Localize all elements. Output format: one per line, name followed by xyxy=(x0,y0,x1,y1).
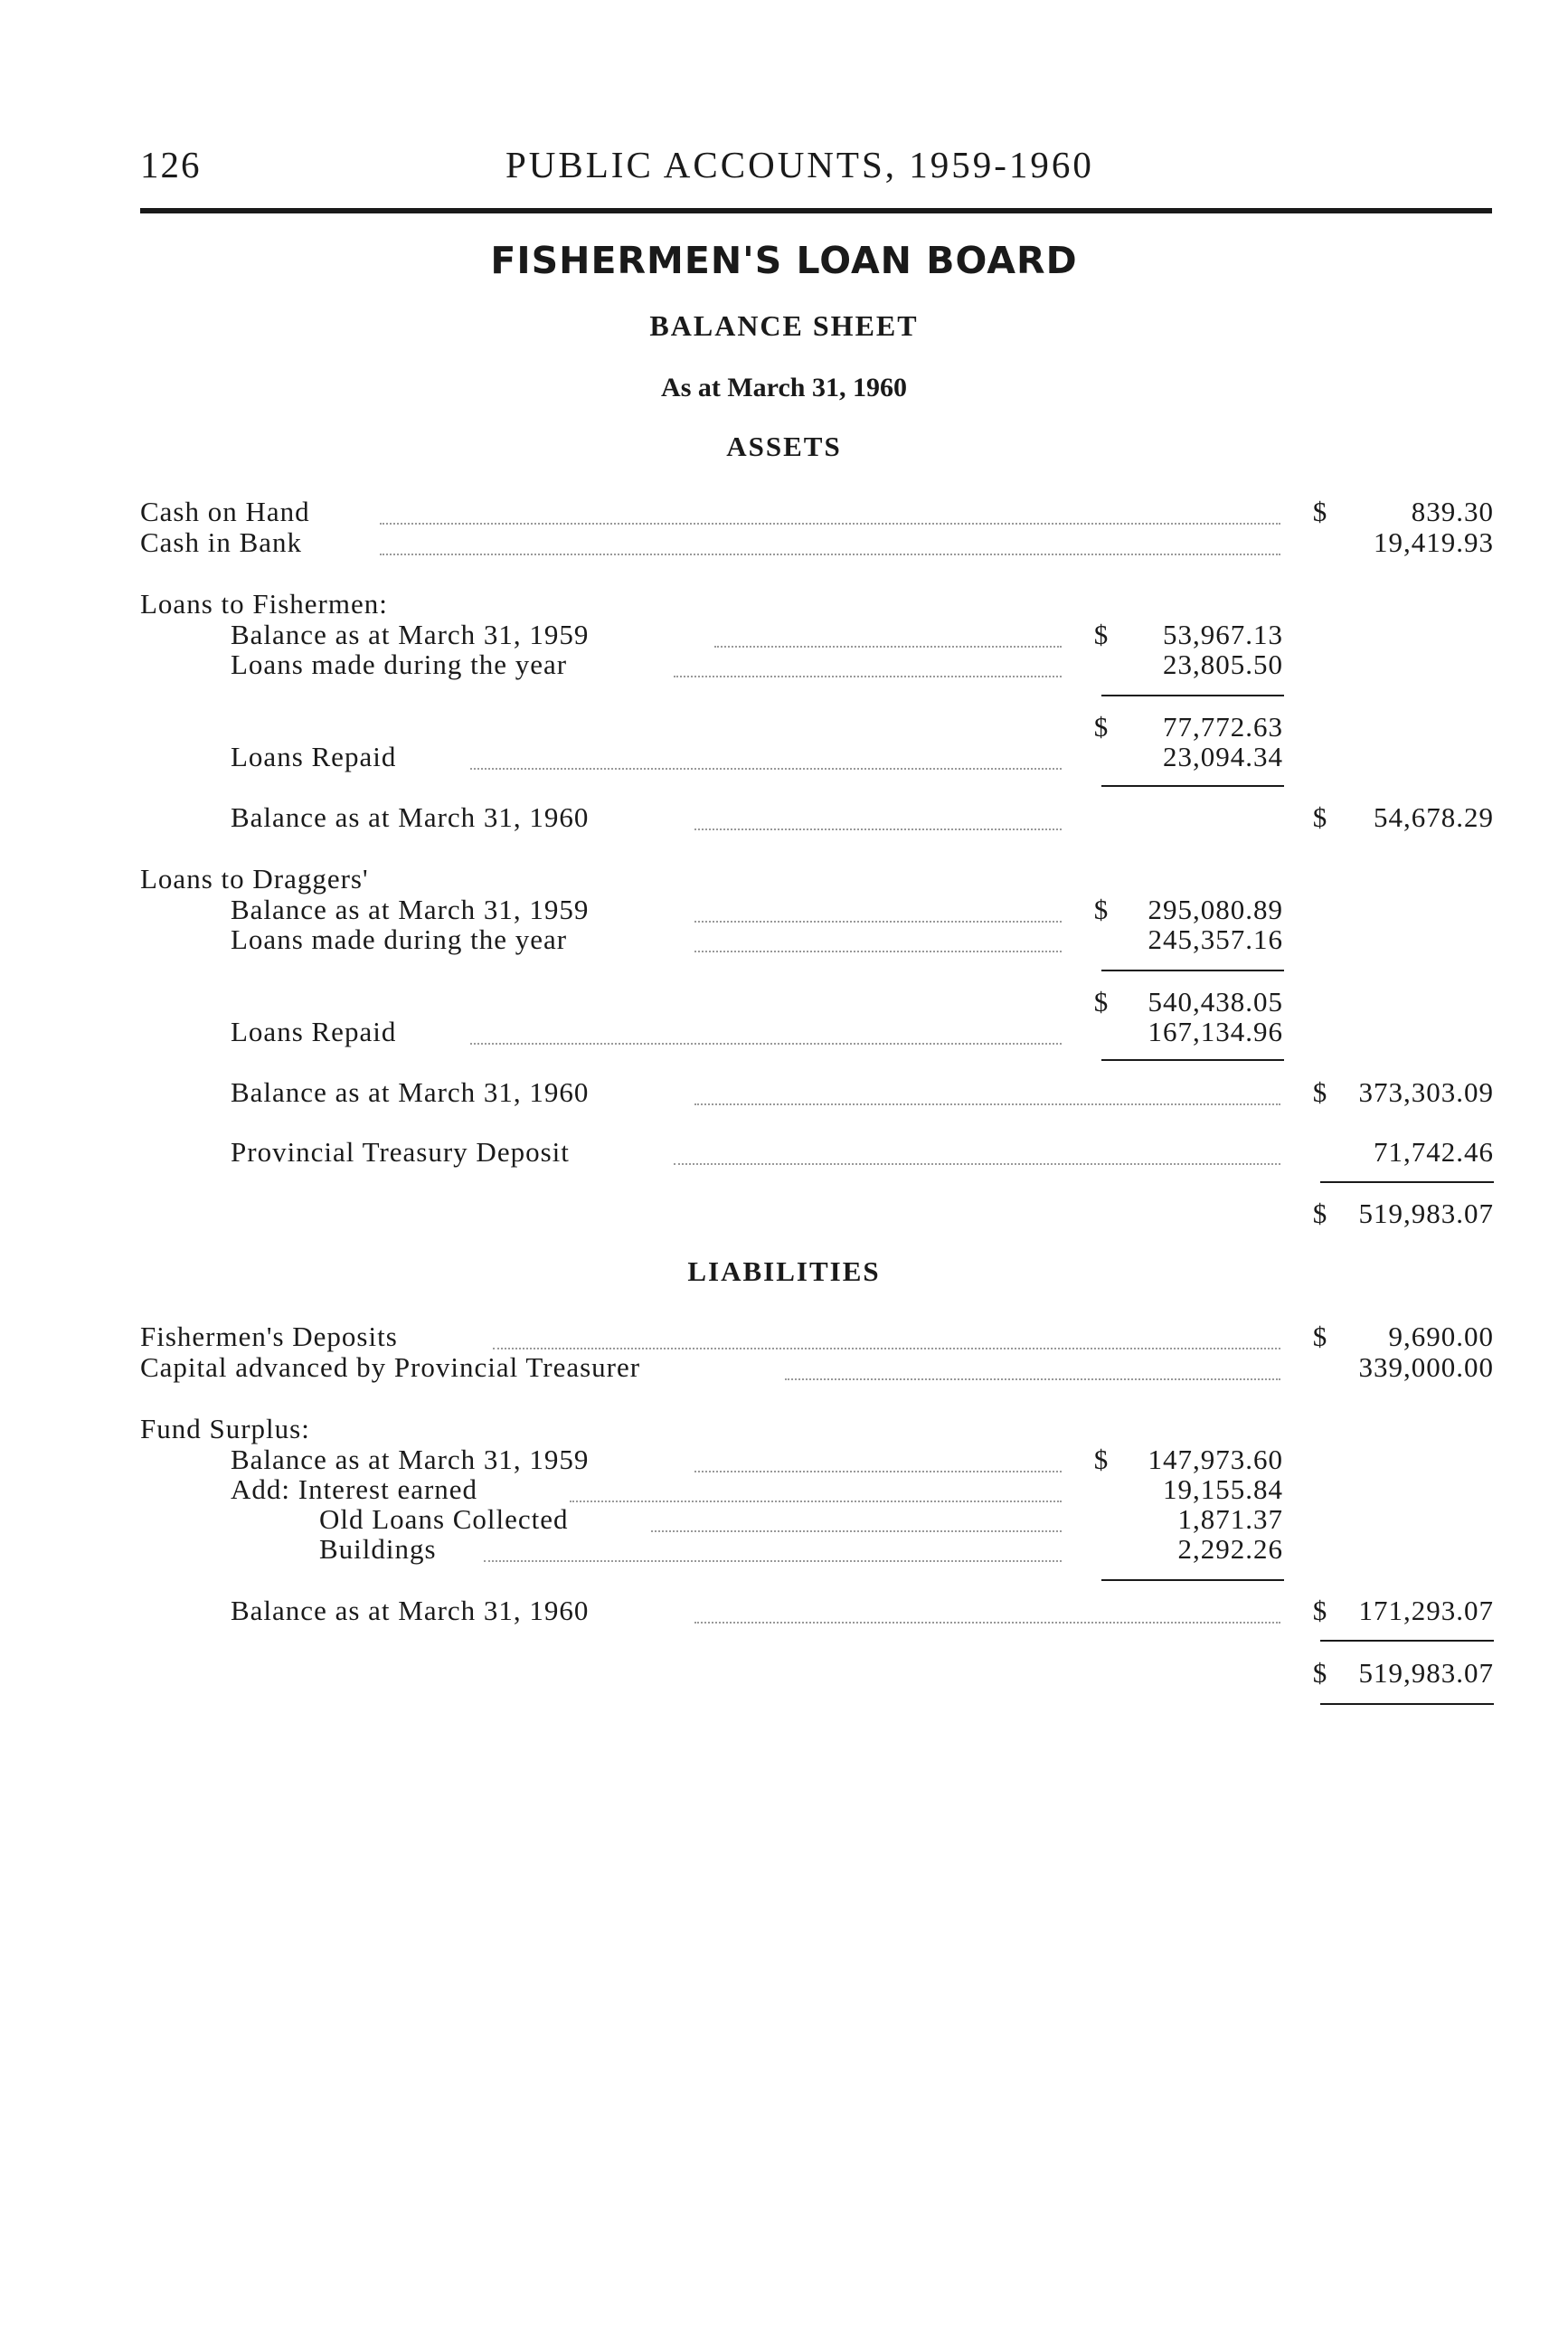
amount: 339,000.00 xyxy=(1358,1351,1494,1383)
leader-dots xyxy=(470,768,1062,770)
amount: 519,983.07 xyxy=(1358,1657,1494,1689)
currency-sign: $ xyxy=(1093,894,1110,925)
section-label: Fund Surplus: xyxy=(140,1413,310,1444)
assets-total-row xyxy=(0,1198,1568,1230)
liabilities-heading: LIABILITIES xyxy=(687,1255,881,1287)
currency-sign: $ xyxy=(1093,986,1110,1018)
total-rule xyxy=(1101,1579,1284,1581)
row-label: Balance as at March 31, 1959 xyxy=(231,1444,590,1475)
row-label: Provincial Treasury Deposit xyxy=(231,1136,570,1168)
row-label: Loans made during the year xyxy=(231,923,568,955)
interest-earned-row xyxy=(0,1473,1568,1506)
leader-dots xyxy=(694,1471,1062,1472)
surplus-balance-1960-row xyxy=(0,1595,1568,1627)
fishermen-heading-row xyxy=(0,588,1568,620)
row-label: Loans Repaid xyxy=(231,1016,397,1047)
amount: 1,871.37 xyxy=(1177,1503,1283,1535)
section-label: Loans to Fishermen: xyxy=(140,588,388,620)
total-rule xyxy=(1320,1640,1494,1642)
row-label: Balance as at March 31, 1960 xyxy=(231,1595,590,1626)
amount: 23,805.50 xyxy=(1163,649,1283,680)
currency-sign: $ xyxy=(1312,1321,1328,1352)
cash-on-hand-row xyxy=(0,496,1568,528)
fishermen-balance-1959-row xyxy=(0,619,1568,651)
amount: 167,134.96 xyxy=(1148,1016,1283,1047)
row-label: Loans made during the year xyxy=(231,649,568,680)
row-label: Capital advanced by Provincial Treasurer xyxy=(140,1351,641,1383)
row-label: Old Loans Collected xyxy=(319,1503,569,1535)
draggers-loans-made-row xyxy=(0,923,1568,956)
currency-sign: $ xyxy=(1312,1198,1328,1229)
assets-heading: ASSETS xyxy=(726,431,842,462)
liabilities-total-row xyxy=(0,1657,1568,1690)
amount: 540,438.05 xyxy=(1148,986,1283,1018)
amount: 23,094.34 xyxy=(1163,741,1283,772)
row-label: Cash on Hand xyxy=(140,496,310,527)
total-rule xyxy=(1101,785,1284,787)
row-label: Cash in Bank xyxy=(140,526,303,558)
currency-sign: $ xyxy=(1093,1444,1110,1475)
treasury-deposit-row xyxy=(0,1136,1568,1169)
total-rule xyxy=(1101,1059,1284,1061)
cash-in-bank-row xyxy=(0,526,1568,559)
draggers-subtotal-row xyxy=(0,986,1568,1018)
report-title: FISHERMEN'S LOAN BOARD xyxy=(490,239,1078,282)
row-label: Fishermen's Deposits xyxy=(140,1321,398,1352)
leader-dots xyxy=(484,1560,1062,1562)
row-label: Buildings xyxy=(319,1533,437,1565)
amount: 245,357.16 xyxy=(1148,923,1283,955)
draggers-balance-1959-row xyxy=(0,894,1568,926)
row-label: Balance as at March 31, 1960 xyxy=(231,801,590,833)
fund-surplus-heading-row xyxy=(0,1413,1568,1445)
amount: 147,973.60 xyxy=(1148,1444,1283,1475)
leader-dots xyxy=(694,1103,1280,1105)
amount: 839.30 xyxy=(1411,496,1494,527)
report-date: As at March 31, 1960 xyxy=(661,373,907,402)
fishermen-loans-made-row xyxy=(0,649,1568,681)
leader-dots xyxy=(470,1043,1062,1045)
old-loans-collected-row xyxy=(0,1503,1568,1536)
leader-dots xyxy=(694,828,1062,830)
row-label: Add: Interest earned xyxy=(231,1473,478,1505)
leader-dots xyxy=(493,1348,1280,1349)
draggers-heading-row xyxy=(0,863,1568,895)
subtotal-rule xyxy=(1101,695,1284,696)
currency-sign: $ xyxy=(1312,801,1328,833)
currency-sign: $ xyxy=(1312,1076,1328,1108)
leader-dots xyxy=(694,1622,1280,1624)
leader-dots xyxy=(694,921,1062,923)
leader-dots xyxy=(714,646,1062,648)
currency-sign: $ xyxy=(1093,711,1110,743)
leader-dots xyxy=(674,676,1062,677)
amount: 171,293.07 xyxy=(1358,1595,1494,1626)
currency-sign: $ xyxy=(1312,496,1328,527)
amount: 77,772.63 xyxy=(1163,711,1283,743)
double-total-rule xyxy=(1320,1703,1494,1705)
capital-advanced-row xyxy=(0,1351,1568,1384)
amount: 373,303.09 xyxy=(1358,1076,1494,1108)
section-label: Loans to Draggers' xyxy=(140,863,369,895)
leader-dots xyxy=(380,554,1280,555)
fishermen-subtotal-row xyxy=(0,711,1568,743)
row-label: Balance as at March 31, 1960 xyxy=(231,1076,590,1108)
currency-sign: $ xyxy=(1312,1657,1328,1689)
row-label: Balance as at March 31, 1959 xyxy=(231,894,590,925)
row-label: Loans Repaid xyxy=(231,741,397,772)
fishermens-deposits-row xyxy=(0,1321,1568,1353)
amount: 295,080.89 xyxy=(1148,894,1283,925)
amount: 2,292.26 xyxy=(1177,1533,1283,1565)
leader-dots xyxy=(380,523,1280,525)
fishermen-balance-1960-row xyxy=(0,801,1568,834)
running-header xyxy=(140,143,1492,188)
subtotal-rule xyxy=(1101,970,1284,971)
amount: 19,155.84 xyxy=(1163,1473,1283,1505)
leader-dots xyxy=(570,1501,1062,1502)
amount: 9,690.00 xyxy=(1388,1321,1494,1352)
fishermen-repaid-row xyxy=(0,741,1568,773)
amount: 19,419.93 xyxy=(1374,526,1494,558)
publication-title: PUBLIC ACCOUNTS, 1959-1960 xyxy=(505,144,1094,185)
total-rule xyxy=(1320,1181,1494,1183)
draggers-repaid-row xyxy=(0,1016,1568,1048)
report-subtitle: BALANCE SHEET xyxy=(649,309,919,342)
draggers-balance-1960-row xyxy=(0,1076,1568,1109)
amount: 519,983.07 xyxy=(1358,1198,1494,1229)
currency-sign: $ xyxy=(1312,1595,1328,1626)
leader-dots xyxy=(674,1163,1280,1165)
leader-dots xyxy=(651,1530,1062,1532)
surplus-balance-1959-row xyxy=(0,1444,1568,1476)
currency-sign: $ xyxy=(1093,619,1110,650)
header-rule xyxy=(140,208,1492,213)
amount: 54,678.29 xyxy=(1374,801,1494,833)
page-number: 126 xyxy=(140,144,202,185)
amount: 71,742.46 xyxy=(1374,1136,1494,1168)
leader-dots xyxy=(694,951,1062,952)
row-label: Balance as at March 31, 1959 xyxy=(231,619,590,650)
buildings-row xyxy=(0,1533,1568,1566)
leader-dots xyxy=(785,1378,1280,1380)
amount: 53,967.13 xyxy=(1163,619,1283,650)
